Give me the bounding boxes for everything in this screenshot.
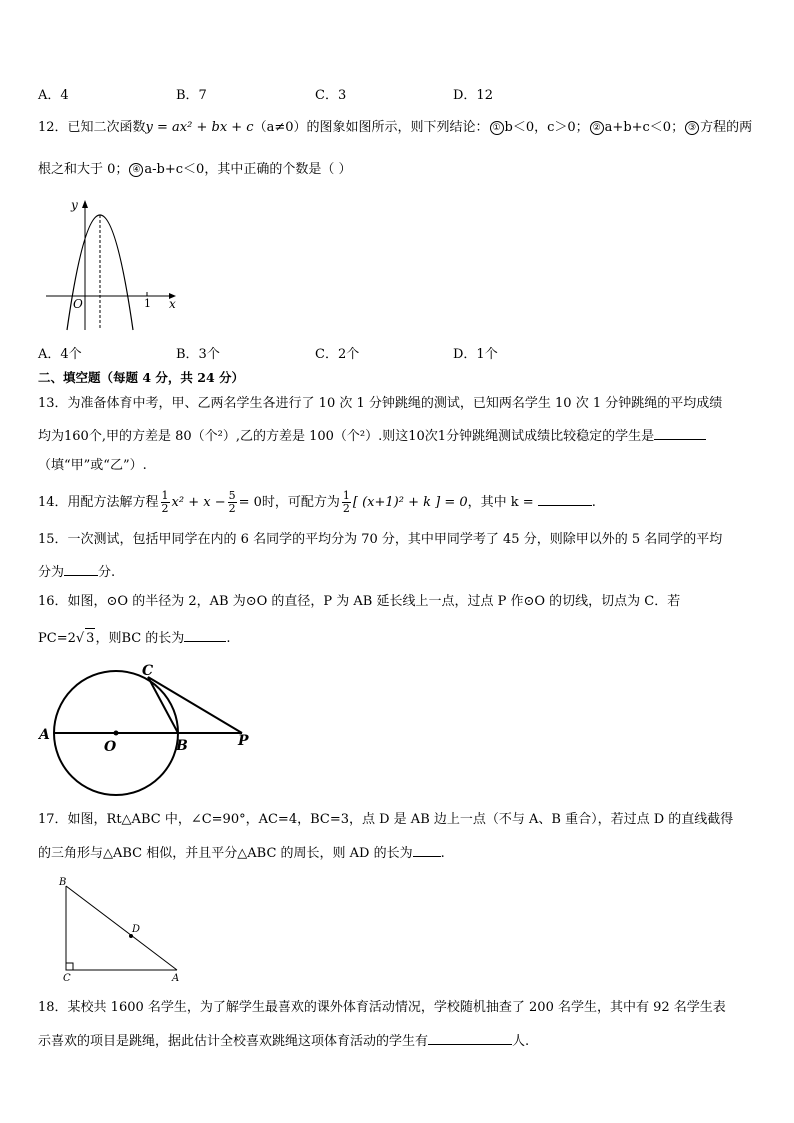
q12-graph-one-label: 1 [144,297,151,310]
q12-cond: （a≠0）的图象如图所示，则下列结论： [253,120,489,135]
q18-line2-a: 示喜欢的项目是跳绳，据此估计全校喜欢跳绳这项体育活动的学生有 [38,1034,429,1049]
q16-answer-blank[interactable] [184,627,226,642]
q14-end: . [591,495,596,510]
q14-bracket-expr: [ (x+1)² + k ] = 0 [352,495,468,510]
q15-line2-a: 分为 [38,565,65,580]
q15-line2 [38,561,115,583]
q12-option-a: A．4个 [38,347,82,362]
q12-option-c: C．2个 [315,347,360,362]
q12-line2-a: 根之和大于 0； [38,162,129,177]
q17-triangle-figure [55,874,190,982]
q13-line2 [38,425,706,447]
q18-line2 [38,1030,529,1052]
q16-line1: 16．如图，⊙O 的半径为 2，AB 为⊙O 的直径，P 为 AB 延长线上一点，过点 P 作⊙O 的切线，切点为 C．若 [38,594,681,609]
q17-line1: 17．如图，Rt△ABC 中，∠C=90°，AC=4，BC=3，点 D 是 AB 边上一点（不与 A、B 重合），若过点 D 的直线截得 [38,812,734,827]
q13-line2-text: 均为160个,甲的方差是 80（个²）,乙的方差是 100（个²）.则这10次1分钟跳绳测试成绩比较稳定的学生是 [38,429,655,444]
q18-line2-b: 人. [512,1034,530,1049]
q12-option-b: B．3个 [176,347,220,362]
q18-answer-blank[interactable] [428,1030,512,1045]
q17-label-d: D [132,924,141,935]
q11-option-d: D．12 [453,88,493,103]
q17-label-c: C [63,973,71,982]
q13-line3: （填“甲”或“乙”）. [38,458,147,473]
q13-line1: 13．为准备体育中考，甲、乙两名学生各进行了 10 次 1 分钟跳绳的测试，已知两名学生 10 次 1 分钟跳绳的平均成绩 [38,396,723,411]
q16-line2-b: ，则BC 的长为 [95,631,185,646]
q12-circle-4: ④ [129,163,143,177]
q16-label-c: C [142,663,154,679]
q11-option-b: B．7 [176,88,207,103]
q14-eq-end: = 0时，可配方为 [238,495,340,510]
q12-c1-text: b＜0，c＞0； [504,120,589,135]
q16-pc: PC=2 [38,631,76,646]
q17-line2-a: 的三角形与△ABC 相似，并且平分△ABC 的周长，则 AD 的长为 [38,846,413,861]
q16-label-b: B [176,738,188,754]
q12-circle-1: ① [490,121,504,135]
q14-eq-mid: x² + x − [171,495,226,510]
q16-label-o: O [104,739,117,755]
q15-line2-b: 分. [98,565,116,580]
q13-answer-blank[interactable] [654,425,706,440]
q16-line2 [38,627,230,649]
q14-frac-half: $\frac{1}{2}$ [161,489,169,515]
q12-prefix: 12．已知二次函数 [38,120,146,135]
q14-line [38,488,596,518]
q17-label-a: A [172,973,180,982]
q16-end: . [226,631,231,646]
q14-prefix: 14．用配方法解方程 [38,495,159,510]
q14-frac-five-half: $\frac{5}{2}$ [228,489,236,515]
q12-parabola-graph [40,195,190,335]
q16-circle-figure [30,655,270,800]
q16-label-a: A [39,727,50,743]
q14-frac-half-2: $\frac{1}{2}$ [342,489,350,515]
q17-label-b: B [59,877,67,888]
q12-graph-y-label: y [71,198,78,212]
q12-c2-text: a+b+c＜0； [604,120,685,135]
q12-line1 [38,118,752,138]
q12-circle-2: ② [590,121,604,135]
q11-option-c: C．3 [315,88,347,103]
q17-end: . [440,846,445,861]
q12-c3-text: 方程的两 [700,120,753,135]
q16-label-p: P [238,733,249,749]
q11-option-a: A．4 [38,88,69,103]
q14-suffix: ，其中 k = [467,495,534,510]
q12-circle-3: ③ [685,121,699,135]
q18-line1: 18．某校共 1600 名学生，为了解学生最喜欢的课外体育活动情况，学校随机抽查了 200 名学生，其中有 92 名学生表 [38,1000,726,1015]
q15-line1: 15．一次测试，包括甲同学在内的 6 名同学的平均分为 70 分，其中甲同学考了 45 分，则除甲以外的 5 名同学的平均 [38,532,723,547]
section-heading: 二、填空题（每题 4 分，共 24 分） [38,370,245,385]
q12-graph-origin-label: O [73,297,83,311]
q14-answer-blank[interactable] [538,491,592,506]
q12-graph-x-label: x [169,297,176,311]
q12-formula: y = ax² + bx + c [145,120,254,135]
q15-answer-blank[interactable] [64,561,98,576]
q12-line2 [38,160,351,180]
q16-sqrt3: 3 [85,628,95,649]
q12-option-d: D．1个 [453,347,498,362]
q17-answer-blank[interactable] [413,842,441,857]
q12-c4-text: a-b+c＜0，其中正确的个数是（ ） [144,162,352,177]
q17-line2 [38,842,445,864]
q16-sqrt-sign: √ [75,631,85,646]
